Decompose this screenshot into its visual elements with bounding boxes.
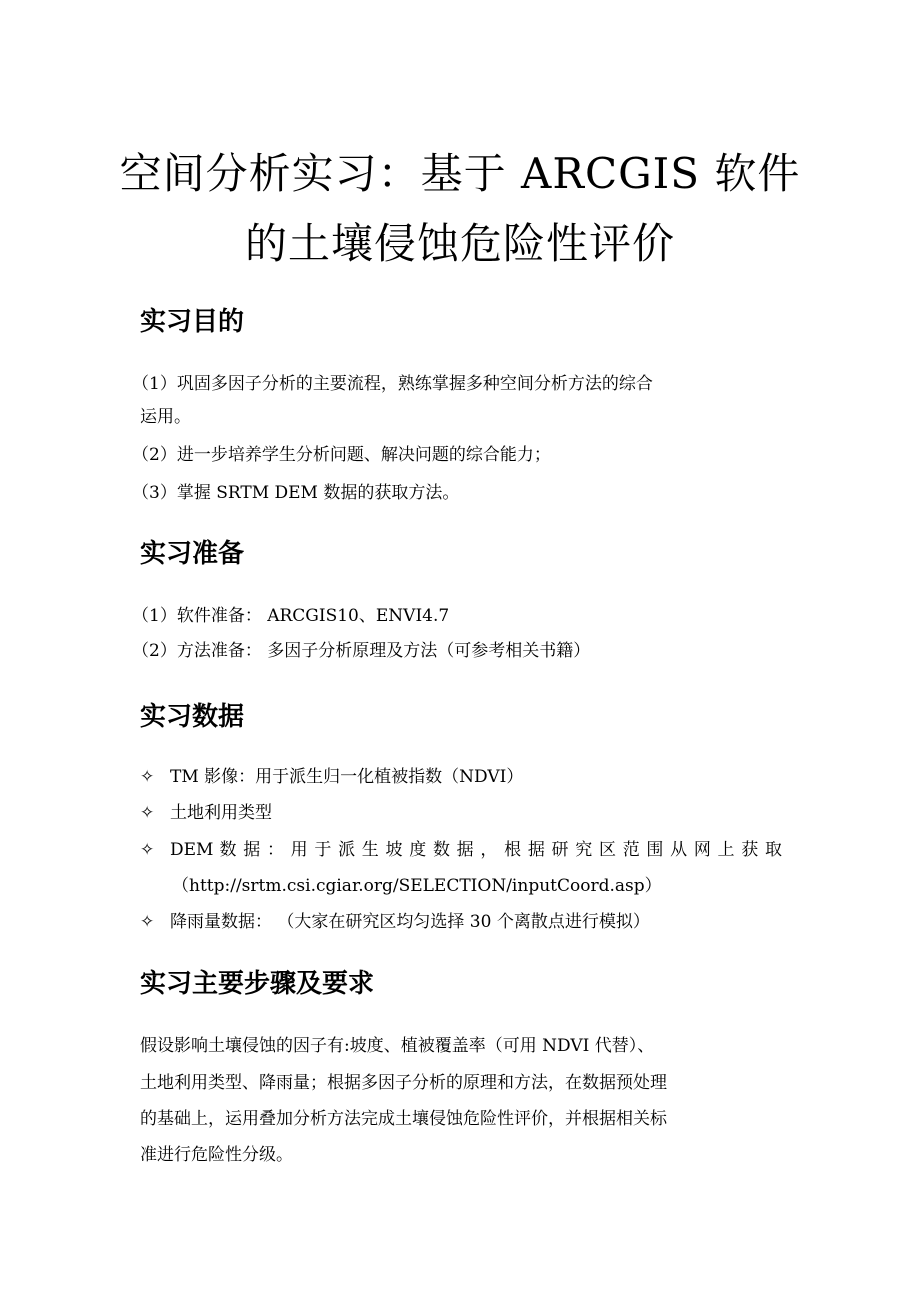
document-title-line-1: 空间分析实习：基于 ARCGIS 软件 xyxy=(119,149,801,198)
purpose-line-1: （1）巩固多因子分析的主要流程，熟练掌握多种空间分析方法的综合 xyxy=(132,374,653,394)
data-item-text: 土地利用类型 xyxy=(170,803,272,823)
steps-line-1: 假设影响土壤侵蚀的因子有:坡度、植被覆盖率（可用 NDVI 代替）、 xyxy=(140,1036,655,1056)
steps-line-4: 准进行危险性分级。 xyxy=(140,1145,293,1165)
data-bullet-item xyxy=(140,838,170,862)
steps-line-2: 土地利用类型、降雨量；根据多因子分析的原理和方法，在数据预处理 xyxy=(140,1073,667,1093)
data-item-text-justified: DEM 数 据 ： 用 于 派 生 坡 度 数 据 ， 根 据 研 究 区 范 围 从 网 上 获 取 xyxy=(170,840,782,860)
data-bullet-item xyxy=(140,801,272,825)
document-title-line-2: 的土壤侵蚀危险性评价 xyxy=(244,219,675,268)
preparation-line-1: （1）软件准备： ARCGIS10、ENVI4.7 xyxy=(132,606,450,626)
preparation-line-2: （2）方法准备： 多因子分析原理及方法（可参考相关书籍） xyxy=(132,641,591,661)
purpose-line-3: （2）进一步培养学生分析问题、解决问题的综合能力； xyxy=(132,445,551,465)
diamond-bullet-icon: ✧ xyxy=(140,912,155,932)
diamond-bullet-icon: ✧ xyxy=(140,803,155,823)
purpose-line-4: （3）掌握 SRTM DEM 数据的获取方法。 xyxy=(132,483,460,503)
steps-line-3: 的基础上，运用叠加分析方法完成土壤侵蚀危险性评价，并根据相关标 xyxy=(140,1109,667,1129)
section-heading-steps: 实习主要步骤及要求 xyxy=(140,969,375,999)
section-heading-purpose: 实习目的 xyxy=(140,307,245,337)
purpose-line-2: 运用。 xyxy=(140,407,191,427)
data-bullet-item xyxy=(140,765,523,789)
data-bullet-item xyxy=(140,910,650,934)
diamond-bullet-icon: ✧ xyxy=(140,840,155,860)
data-item-text: 降雨量数据： （大家在研究区均匀选择 30 个离散点进行模拟） xyxy=(170,912,650,932)
data-item-url-continuation: （http://srtm.csi.cgiar.org/SELECTION/inputCoord.asp） xyxy=(172,876,662,896)
section-heading-preparation: 实习准备 xyxy=(140,539,245,569)
diamond-bullet-icon: ✧ xyxy=(140,767,155,787)
data-item-text: TM 影像：用于派生归一化植被指数（NDVI） xyxy=(170,767,524,787)
section-heading-data: 实习数据 xyxy=(140,702,245,732)
